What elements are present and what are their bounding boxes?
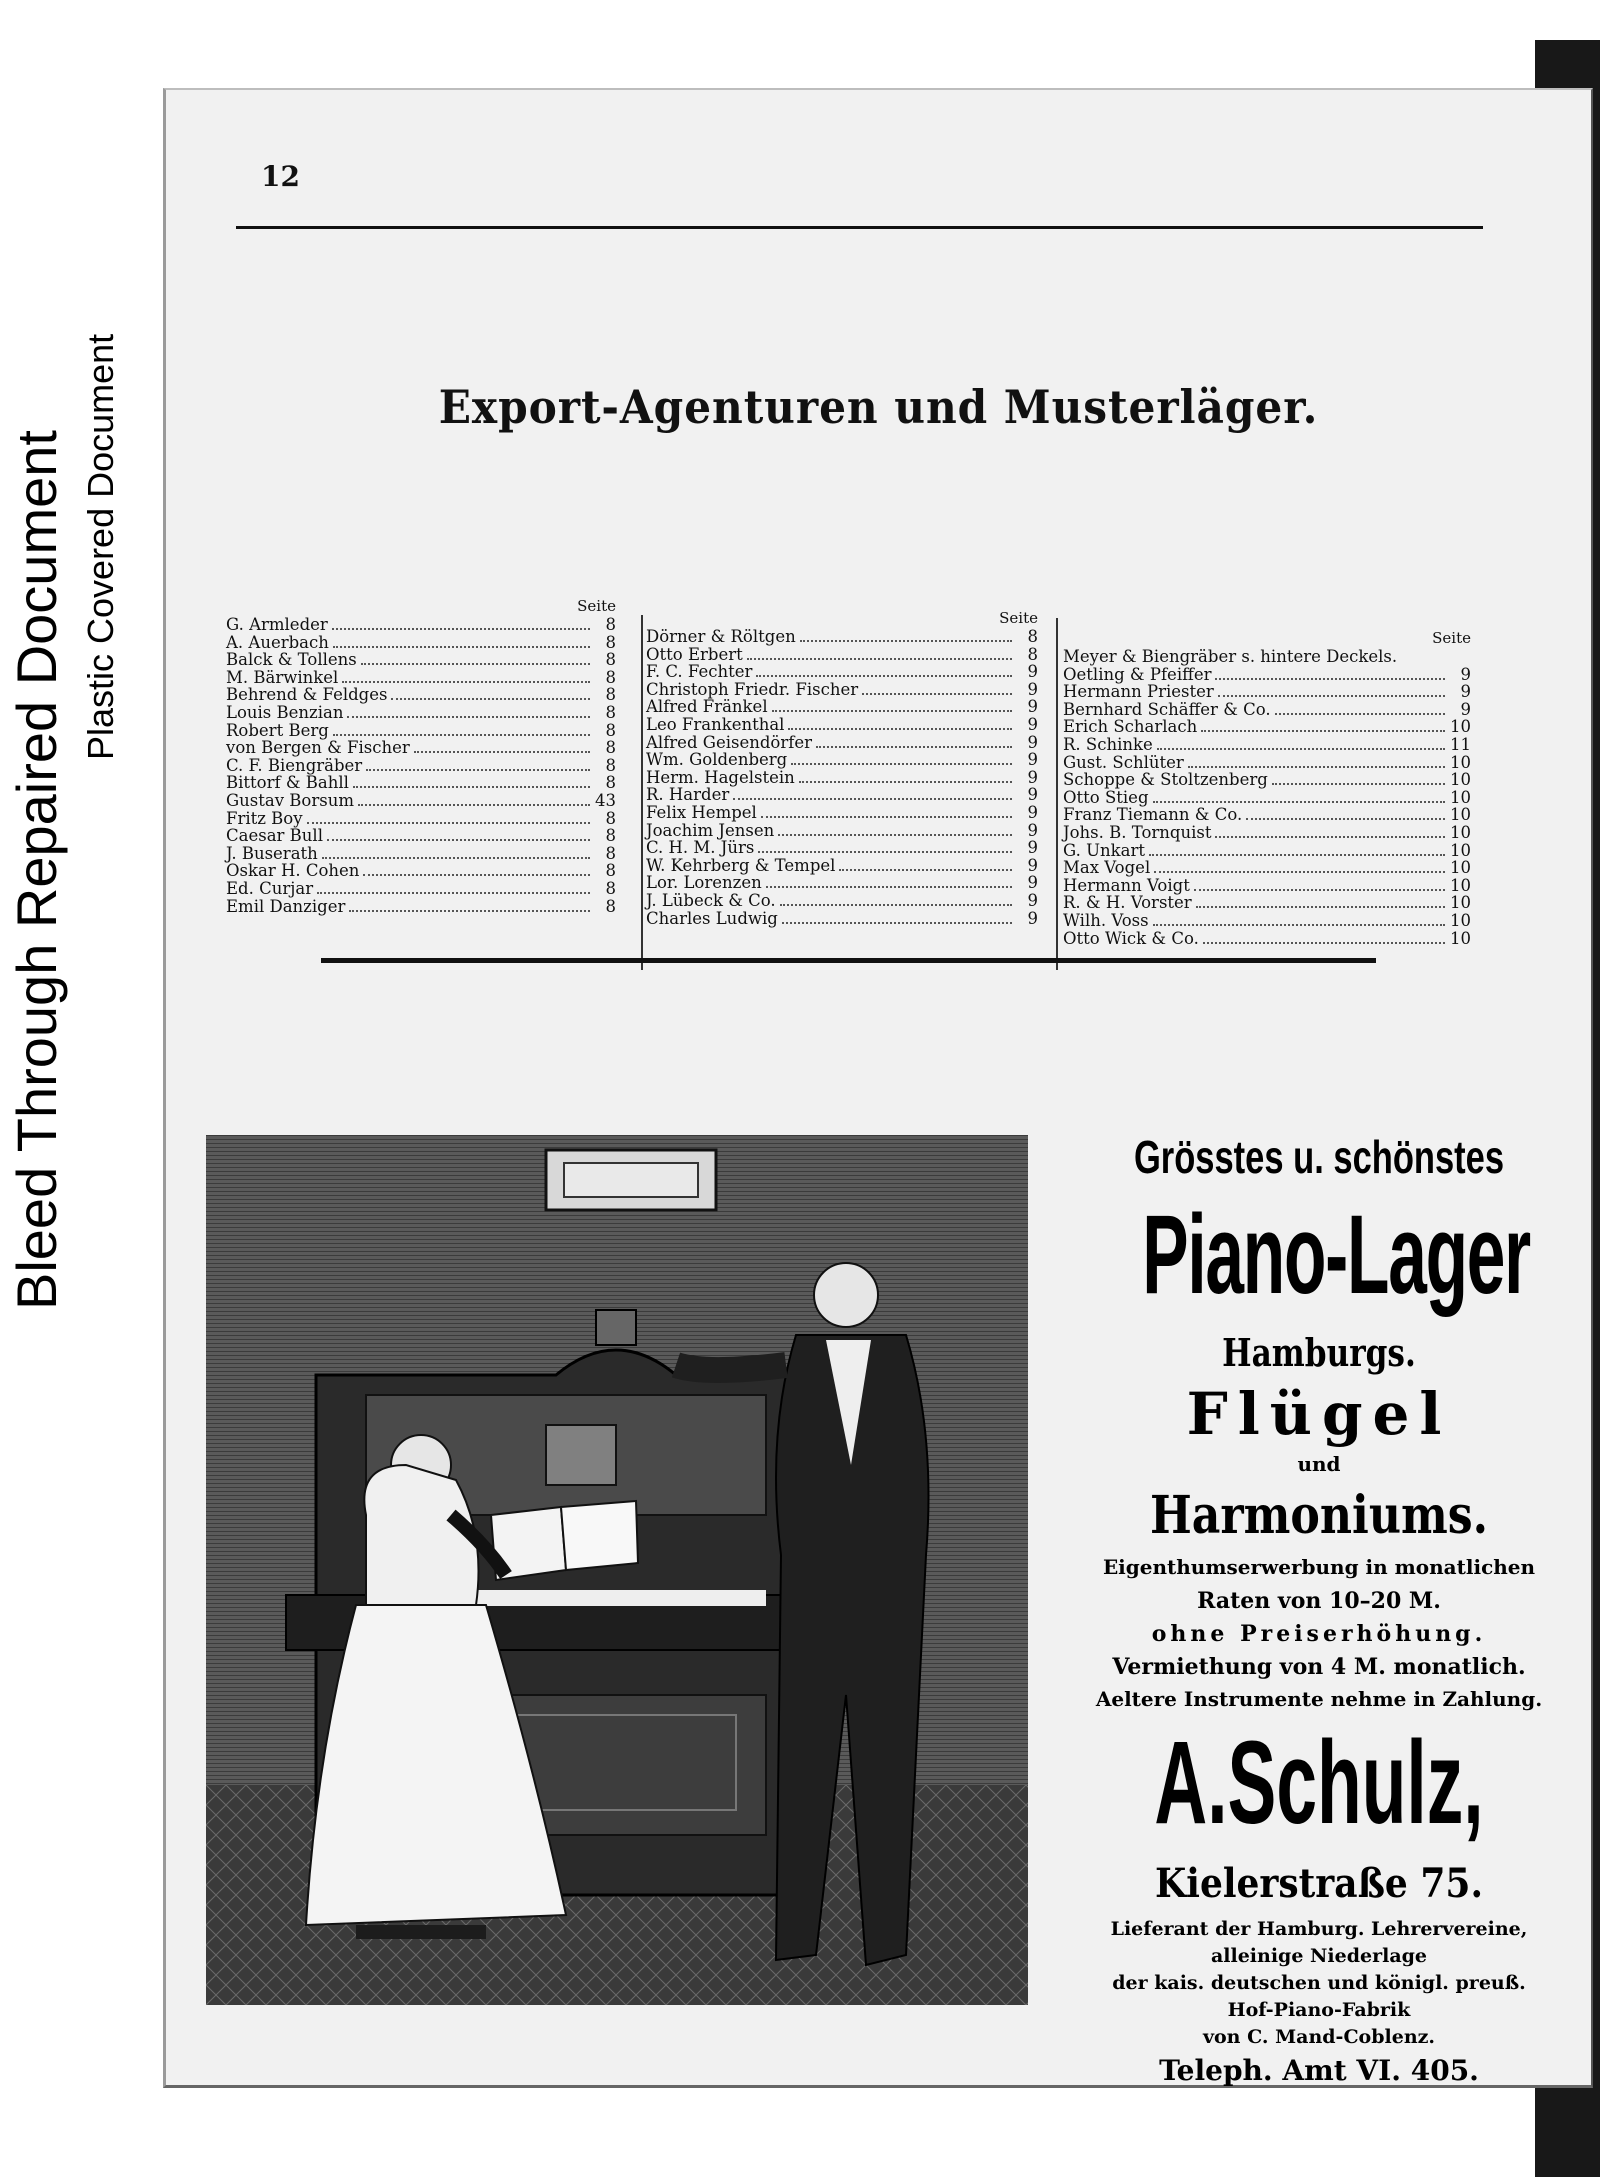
entry-page-number: 8 — [605, 826, 616, 846]
directory-entry — [226, 757, 616, 775]
dot-leader — [1215, 678, 1445, 680]
dot-leader — [1188, 766, 1445, 768]
dot-leader — [1272, 783, 1445, 785]
directory-entry — [1063, 683, 1471, 701]
entry-name: A. Auerbach — [226, 632, 329, 652]
directory-entry — [646, 698, 1038, 716]
entry-name: M. Bärwinkel — [226, 667, 339, 687]
dot-leader — [839, 869, 1012, 871]
dot-leader — [414, 751, 590, 753]
entry-name: Erich Scharlach — [1063, 717, 1198, 737]
directory-entry — [1063, 648, 1471, 666]
dot-leader — [1203, 942, 1445, 944]
entry-page-number: 10 — [1450, 805, 1471, 825]
dot-leader — [756, 675, 1012, 677]
entry-name: Balck & Tollens — [226, 650, 357, 670]
ad-product-2: Harmoniums. — [1149, 1485, 1489, 1546]
entry-name: Gustav Borsum — [226, 790, 354, 810]
scan-stamp-repaired: Bleed Through Repaired Document — [5, 430, 68, 1310]
ad-detail-line: alleinige Niederlage — [1210, 1945, 1428, 1967]
dot-leader — [1149, 854, 1445, 856]
ad-offer-line: Aeltere Instrumente nehme in Zahlung. — [1095, 1687, 1543, 1711]
entry-page-number: 10 — [1450, 893, 1471, 913]
directory-entry — [226, 845, 616, 863]
dot-leader — [366, 769, 590, 771]
column-divider — [1056, 618, 1058, 970]
section-rule — [321, 958, 1376, 963]
dot-leader — [758, 851, 1012, 853]
directory-entry — [226, 810, 616, 828]
entry-name: Bernhard Schäffer & Co. — [1063, 699, 1271, 719]
dot-leader — [1153, 801, 1445, 803]
directory-entry — [226, 739, 616, 757]
ad-product-1: Flügel — [1186, 1380, 1452, 1448]
dot-leader — [766, 886, 1012, 888]
entry-page-number: 9 — [1027, 838, 1038, 858]
entry-name: Oetling & Pfeiffer — [1063, 664, 1212, 684]
entry-name: Hermann Voigt — [1063, 875, 1190, 895]
document-page — [163, 88, 1593, 2088]
directory-entry — [1063, 877, 1471, 895]
entry-page-number: 9 — [1027, 750, 1038, 770]
entry-name: Behrend & Feldges — [226, 685, 388, 705]
entry-page-number: 10 — [1450, 822, 1471, 842]
directory-entry — [1063, 930, 1471, 948]
entry-name: Otto Wick & Co. — [1063, 928, 1199, 948]
column-header: Seite — [1432, 629, 1471, 647]
directory-entry — [1063, 894, 1471, 912]
dot-leader — [1154, 871, 1445, 873]
dot-leader — [1157, 748, 1445, 750]
column-divider — [641, 615, 643, 970]
column-header: Seite — [999, 609, 1038, 627]
ad-detail-line: Lieferant der Hamburg. Lehrervereine, — [1110, 1918, 1528, 1940]
entry-name: Ed. Curjar — [226, 878, 314, 898]
entry-name: Herm. Hagelstein — [646, 767, 795, 787]
entry-name: F. C. Fechter — [646, 662, 753, 682]
dot-leader — [816, 746, 1012, 748]
ad-tagline: Grösstes u. schönstes — [1133, 1131, 1505, 1183]
entry-page-number: 9 — [1027, 908, 1038, 928]
dot-leader — [1246, 818, 1445, 820]
directory-entry — [226, 880, 616, 898]
dot-leader — [333, 646, 590, 648]
ad-address: Kielerstraße 75. — [1154, 1860, 1484, 1907]
piano-advertisement — [1034, 1130, 1600, 2087]
entry-page-number: 11 — [1450, 734, 1471, 754]
entry-name: Leo Frankenthal — [646, 714, 785, 734]
ad-telephone: Teleph. Amt VI. 405. — [1159, 2054, 1479, 2087]
entry-page-number: 8 — [605, 702, 616, 722]
directory-entry — [1063, 701, 1471, 719]
entry-page-number: 9 — [1027, 679, 1038, 699]
entry-name: Alfred Fränkel — [646, 697, 768, 717]
entry-name: G. Armleder — [226, 615, 328, 634]
dot-leader — [391, 698, 590, 700]
directory-entry — [1063, 912, 1471, 930]
entry-name: Lor. Lorenzen — [646, 873, 762, 893]
page-title: Export-Agenturen und Musterläger. — [438, 380, 1319, 434]
entry-page-number: 8 — [605, 615, 616, 634]
entry-page-number: 10 — [1450, 928, 1471, 948]
entry-name: Otto Stieg — [1063, 787, 1149, 807]
directory-entry — [646, 874, 1038, 892]
entry-name: Gust. Schlüter — [1063, 752, 1184, 772]
directory-entry — [646, 663, 1038, 681]
directory-entry — [1063, 842, 1471, 860]
directory-entry — [1063, 806, 1471, 824]
entry-name: Franz Tiemann & Co. — [1063, 805, 1243, 825]
directory-entry — [226, 704, 616, 722]
entry-page-number: 8 — [1027, 644, 1038, 664]
dot-leader — [327, 839, 590, 841]
entry-page-number: 9 — [1027, 714, 1038, 734]
directory-entry — [646, 892, 1038, 910]
ad-headline: Piano-Lager — [1142, 1192, 1530, 1317]
entry-name: Oskar H. Cohen — [226, 861, 360, 881]
entry-page-number: 10 — [1450, 910, 1471, 930]
directory-entry — [646, 681, 1038, 699]
directory-entry — [226, 827, 616, 845]
engraving-drawing — [206, 1135, 1028, 2005]
piano-engraving-illustration — [206, 1135, 1028, 2005]
entry-name: Wilh. Voss — [1063, 910, 1149, 930]
dot-leader — [1194, 889, 1445, 891]
entry-page-number: 8 — [1027, 627, 1038, 646]
dot-leader — [333, 734, 590, 736]
dot-leader — [782, 922, 1012, 924]
ad-detail-line: Hof-Piano-Fabrik — [1227, 1999, 1411, 2021]
column-header: Seite — [577, 597, 616, 615]
directory-entry — [1063, 859, 1471, 877]
entry-name: C. H. M. Jürs — [646, 838, 755, 858]
entry-page-number: 8 — [605, 667, 616, 687]
directory-entry — [1063, 718, 1471, 736]
directory-entry — [1063, 771, 1471, 789]
directory-entry — [226, 722, 616, 740]
entry-page-number: 8 — [605, 843, 616, 863]
directory-entry — [1063, 789, 1471, 807]
dot-leader — [747, 658, 1012, 660]
entry-name: von Bergen & Fischer — [226, 738, 410, 758]
directory-entry — [226, 634, 616, 652]
entry-name: Johs. B. Tornquist — [1063, 822, 1212, 842]
entry-page-number: 9 — [1027, 662, 1038, 682]
dot-leader — [788, 728, 1012, 730]
directory-entry — [646, 857, 1038, 875]
dot-leader — [780, 904, 1012, 906]
directory-entry — [646, 910, 1038, 928]
directory-entry — [1063, 754, 1471, 772]
dot-leader — [347, 716, 590, 718]
entry-page-number: 8 — [605, 878, 616, 898]
dot-leader — [791, 763, 1012, 765]
ad-city: Hamburgs. — [1222, 1330, 1416, 1375]
directory-entry — [226, 862, 616, 880]
entry-name: Robert Berg — [226, 720, 329, 740]
entry-name: Dörner & Röltgen — [646, 627, 796, 646]
entry-name: Caesar Bull — [226, 826, 323, 846]
entry-name: W. Kehrberg & Tempel — [646, 855, 836, 875]
directory-entry — [226, 686, 616, 704]
top-rule — [236, 226, 1483, 229]
entry-name: Max Vogel — [1063, 858, 1151, 878]
directory-entry — [1063, 824, 1471, 842]
dot-leader — [332, 628, 590, 630]
entry-name: Bittorf & Bahll — [226, 773, 349, 793]
entry-page-number: 9 — [1027, 873, 1038, 893]
entry-page-number: 9 — [1460, 699, 1471, 719]
dot-leader — [799, 781, 1012, 783]
directory-entry — [226, 792, 616, 810]
entry-name: R. & H. Vorster — [1063, 893, 1192, 913]
dot-leader — [862, 693, 1012, 695]
directory-entry — [226, 669, 616, 687]
entry-name: Joachim Jensen — [646, 820, 775, 840]
entry-page-number: 8 — [605, 773, 616, 793]
entry-page-number: 9 — [1027, 732, 1038, 752]
entry-page-number: 9 — [1027, 890, 1038, 910]
entry-page-number: 10 — [1450, 875, 1471, 895]
directory-entry — [646, 751, 1038, 769]
directory-column-1 — [226, 598, 616, 915]
ad-offer-line: Vermiethung von 4 M. monatlich. — [1112, 1654, 1526, 1680]
entry-page-number: 9 — [1027, 697, 1038, 717]
directory-column-3 — [1063, 630, 1471, 947]
entry-page-number: 10 — [1450, 770, 1471, 790]
dot-leader — [1275, 713, 1445, 715]
directory-entry — [646, 839, 1038, 857]
ad-conjunction: und — [1297, 1452, 1341, 1476]
entry-name: Otto Erbert — [646, 644, 743, 664]
entry-page-number: 9 — [1027, 855, 1038, 875]
dot-leader — [358, 804, 590, 806]
entry-name: Schoppe & Stoltzenberg — [1063, 770, 1268, 790]
entry-page-number: 10 — [1450, 858, 1471, 878]
entry-page-number: 9 — [1460, 664, 1471, 684]
entry-name: Christoph Friedr. Fischer — [646, 679, 859, 699]
entry-name: Charles Ludwig — [646, 908, 778, 928]
page-number: 12 — [261, 160, 300, 193]
directory-entry — [646, 628, 1038, 646]
entry-page-number: 9 — [1027, 785, 1038, 805]
entry-name: Felix Hempel — [646, 802, 757, 822]
entry-page-number: 8 — [605, 650, 616, 670]
dot-leader — [800, 640, 1012, 642]
dot-leader — [772, 710, 1012, 712]
entry-name: Emil Danziger — [226, 896, 346, 916]
entry-name: Fritz Boy — [226, 808, 303, 828]
entry-page-number: 43 — [595, 790, 616, 810]
entry-name: C. F. Biengräber — [226, 755, 363, 775]
entry-page-number: 10 — [1450, 840, 1471, 860]
dot-leader — [307, 822, 590, 824]
entry-name: Hermann Priester — [1063, 682, 1214, 702]
directory-entry — [646, 804, 1038, 822]
entry-name: Louis Benzian — [226, 702, 344, 722]
ad-company-name: A.Schulz, — [1154, 1717, 1484, 1849]
directory-entry — [646, 822, 1038, 840]
entry-page-number: 10 — [1450, 752, 1471, 772]
entry-name: G. Unkart — [1063, 840, 1145, 860]
directory-entry — [226, 616, 616, 634]
entry-page-number: 9 — [1027, 820, 1038, 840]
entry-name: J. Lübeck & Co. — [646, 890, 776, 910]
dot-leader — [342, 681, 590, 683]
entry-page-number: 8 — [605, 808, 616, 828]
directory-column-2 — [646, 610, 1038, 927]
dot-leader — [733, 798, 1012, 800]
directory-entry — [646, 716, 1038, 734]
entry-name: J. Buserath — [226, 843, 318, 863]
directory-entry — [226, 651, 616, 669]
directory-entry — [1063, 666, 1471, 684]
dot-leader — [361, 663, 590, 665]
dot-leader — [778, 834, 1012, 836]
dot-leader — [761, 816, 1012, 818]
entry-page-number: 8 — [605, 861, 616, 881]
dot-leader — [1201, 730, 1445, 732]
dot-leader — [1153, 924, 1445, 926]
entry-name: Alfred Geisendörfer — [646, 732, 812, 752]
dot-leader — [317, 892, 590, 894]
scan-stamp-plastic: Plastic Covered Document — [80, 333, 121, 760]
ad-offer-line: ohne Preiserhöhung. — [1151, 1621, 1487, 1647]
entry-page-number: 8 — [605, 720, 616, 740]
dot-leader — [1218, 695, 1445, 697]
entry-page-number: 8 — [605, 755, 616, 775]
entry-page-number: 8 — [605, 738, 616, 758]
directory-entry — [226, 774, 616, 792]
dot-leader — [363, 874, 590, 876]
directory-entry — [646, 734, 1038, 752]
entry-page-number: 9 — [1027, 767, 1038, 787]
entry-name: R. Schinke — [1063, 734, 1153, 754]
entry-page-number: 8 — [605, 896, 616, 916]
directory-entry — [646, 786, 1038, 804]
directory-entry — [1063, 736, 1471, 754]
entry-page-number: 9 — [1027, 802, 1038, 822]
directory-entry — [646, 769, 1038, 787]
dot-leader — [1215, 836, 1445, 838]
dot-leader — [349, 910, 590, 912]
directory-entry — [226, 898, 616, 916]
entry-page-number: 10 — [1450, 717, 1471, 737]
dot-leader — [322, 857, 590, 859]
dot-leader — [353, 786, 590, 788]
entry-name: Meyer & Biengräber s. hintere Deckels. — [1063, 647, 1398, 666]
entry-page-number: 8 — [605, 632, 616, 652]
dot-leader — [1196, 906, 1445, 908]
ad-detail-line: der kais. deutschen und königl. preuß. — [1112, 1972, 1526, 1994]
entry-name: R. Harder — [646, 785, 730, 805]
ad-offer-line: Eigenthumserwerbung in monatlichen — [1102, 1555, 1536, 1579]
directory-entry — [646, 646, 1038, 664]
entry-name: Wm. Goldenberg — [646, 750, 788, 770]
entry-page-number: 8 — [605, 685, 616, 705]
ad-detail-line: von C. Mand-Coblenz. — [1202, 2026, 1436, 2048]
ad-offer-line: Raten von 10–20 M. — [1197, 1588, 1441, 1614]
entry-page-number: 10 — [1450, 787, 1471, 807]
entry-page-number: 9 — [1460, 682, 1471, 702]
